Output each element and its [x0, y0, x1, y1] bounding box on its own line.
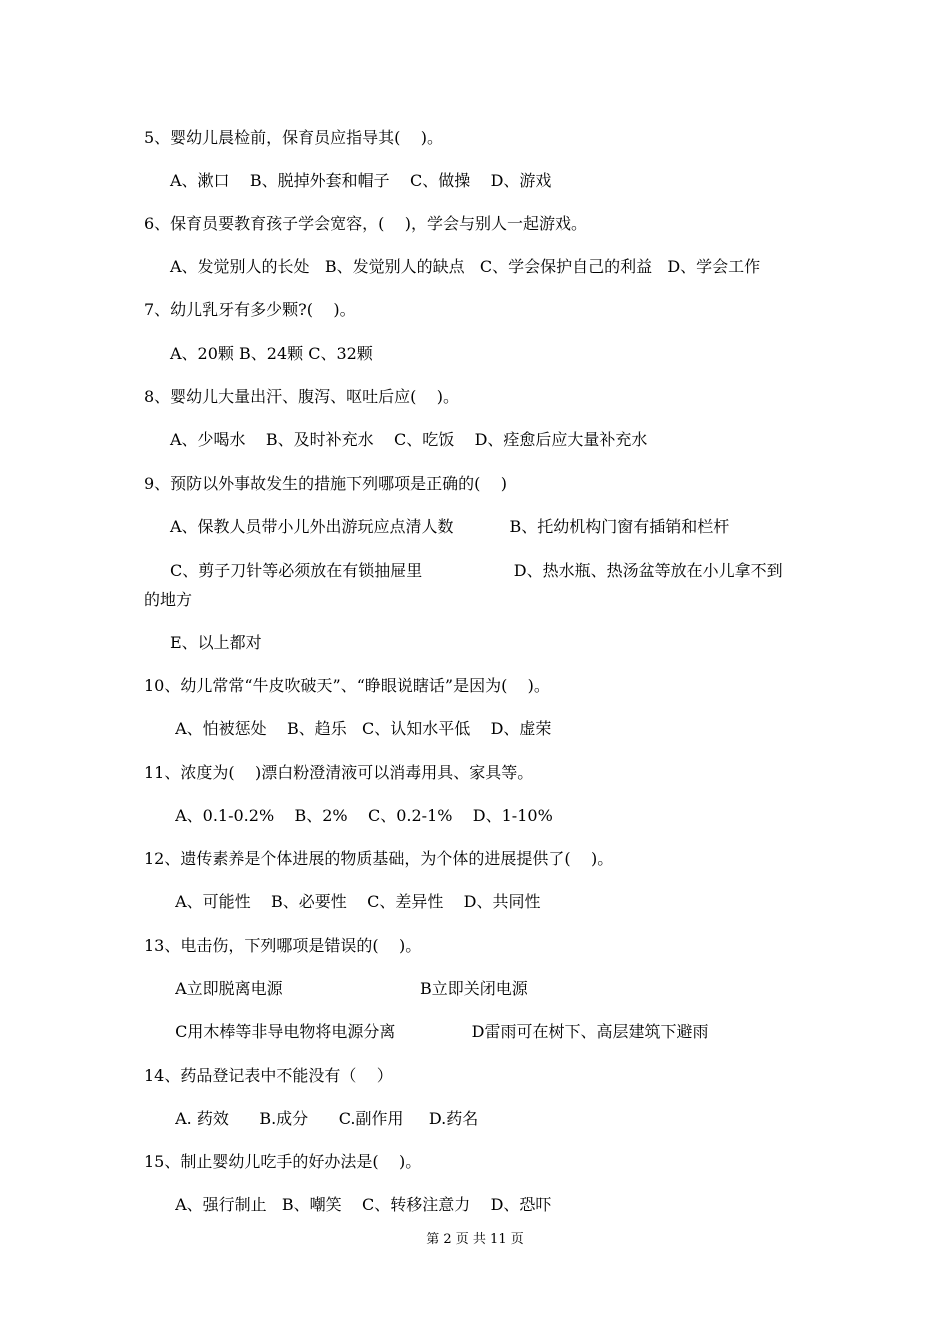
question-10-options: A、怕被惩处 B、趋乐 C、认知水平低 D、虚荣	[170, 719, 552, 738]
question-7: 7、幼儿乳牙有多少颗?( )。	[144, 300, 356, 319]
question-14-options: A. 药效 B.成分 C.副作用 D.药名	[170, 1109, 479, 1128]
question-6-options: A、发觉别人的长处 B、发觉别人的缺点 C、学会保护自己的利益 D、学会工作	[170, 257, 761, 276]
question-12-options: A、可能性 B、必要性 C、差异性 D、共同性	[170, 892, 541, 911]
question-13-options-cd: C用木棒等非导电物将电源分离 D雷雨可在树下、高层建筑下避雨	[170, 1022, 709, 1041]
question-12: 12、遗传素养是个体进展的物质基础，为个体的进展提供了( )。	[144, 849, 614, 868]
question-9-options-cd: C、剪子刀针等必须放在有锁抽屉里 D、热水瓶、热汤盆等放在小儿拿不到	[170, 561, 783, 580]
question-15-options: A、强行制止 B、嘲笑 C、转移注意力 D、恐吓	[170, 1195, 552, 1214]
question-15: 15、制止婴幼儿吃手的好办法是( )。	[144, 1152, 422, 1171]
question-7-options: A、20颗 B、24颗 C、32颗	[170, 344, 373, 363]
question-9-options-cd-wrap: 的地方	[144, 590, 193, 609]
question-5-options: A、漱口 B、脱掉外套和帽子 C、做操 D、游戏	[170, 171, 552, 190]
question-9-options-ab: A、保教人员带小儿外出游玩应点清人数 B、托幼机构门窗有插销和栏杆	[170, 517, 730, 536]
question-9-options-e: E、以上都对	[170, 633, 262, 652]
question-11: 11、浓度为( )漂白粉澄清液可以消毒用具、家具等。	[144, 763, 534, 782]
question-9: 9、预防以外事故发生的措施下列哪项是正确的( )	[144, 474, 508, 493]
question-10: 10、幼儿常常“牛皮吹破天”、“睁眼说瞎话”是因为( )。	[144, 676, 550, 695]
question-8-options: A、少喝水 B、及时补充水 C、吃饭 D、痊愈后应大量补充水	[170, 430, 648, 449]
question-8: 8、婴幼儿大量出汗、腹泻、呕吐后应( )。	[144, 387, 460, 406]
question-13-options-ab: A立即脱离电源 B立即关闭电源	[170, 979, 528, 998]
question-11-options: A、0.1-0.2% B、2% C、0.2-1% D、1-10%	[170, 806, 553, 825]
page-footer: 第 2 页 共 11 页	[426, 1232, 524, 1247]
question-14: 14、药品登记表中不能没有（ ）	[144, 1066, 393, 1085]
question-5: 5、婴幼儿晨检前，保育员应指导其( )。	[144, 128, 444, 147]
question-13: 13、电击伤，下列哪项是错误的( )。	[144, 936, 422, 955]
question-6: 6、保育员要教育孩子学会宽容，( )，学会与别人一起游戏。	[144, 214, 588, 233]
